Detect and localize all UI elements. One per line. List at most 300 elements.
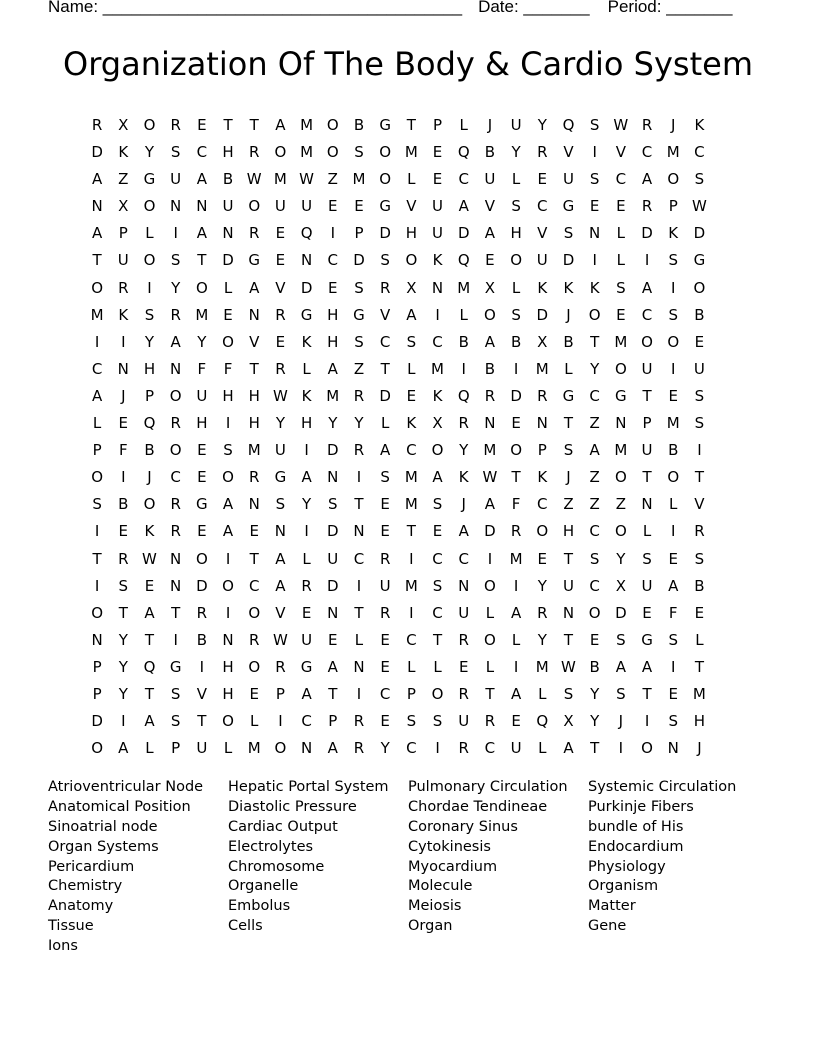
grid-letter[interactable]: A	[510, 603, 522, 622]
grid-letter[interactable]: P	[144, 386, 154, 405]
grid-letter[interactable]: L	[695, 630, 704, 649]
grid-letter[interactable]: S	[223, 441, 233, 460]
grid-letter[interactable]: M	[457, 278, 471, 297]
grid-letter[interactable]: E	[249, 684, 259, 703]
grid-letter[interactable]: B	[484, 143, 496, 162]
grid-letter[interactable]: I	[304, 441, 309, 460]
grid-letter[interactable]: U	[693, 359, 705, 378]
grid-letter[interactable]: O	[248, 197, 261, 216]
grid-letter[interactable]: I	[304, 522, 309, 541]
grid-letter[interactable]: B	[196, 630, 207, 649]
grid-letter[interactable]: Y	[511, 143, 521, 162]
grid-letter[interactable]: E	[275, 332, 286, 351]
grid-letter[interactable]: P	[92, 657, 102, 676]
grid-letter[interactable]: S	[170, 684, 181, 703]
grid-letter[interactable]: L	[511, 170, 521, 189]
grid-letter[interactable]: A	[275, 549, 286, 568]
grid-letter[interactable]: Y	[616, 549, 626, 568]
grid-letter[interactable]: R	[484, 712, 496, 731]
grid-letter[interactable]: T	[144, 630, 155, 649]
grid-letter[interactable]: K	[301, 386, 312, 405]
grid-letter[interactable]: P	[171, 739, 181, 758]
grid-letter[interactable]: M	[404, 468, 418, 487]
grid-letter[interactable]: K	[118, 305, 129, 324]
grid-letter[interactable]: E	[432, 170, 443, 189]
grid-letter[interactable]: T	[642, 684, 652, 703]
grid-letter[interactable]: V	[380, 305, 391, 324]
grid-letter[interactable]: S	[380, 251, 390, 270]
grid-letter[interactable]: E	[537, 170, 548, 189]
grid-letter[interactable]: I	[225, 414, 231, 433]
grid-letter[interactable]: S	[694, 170, 705, 189]
grid-letter[interactable]: E	[432, 522, 443, 541]
grid-letter[interactable]: L	[92, 414, 102, 433]
grid-letter[interactable]: C	[196, 143, 208, 162]
grid-letter[interactable]: Y	[537, 630, 547, 649]
grid-letter[interactable]: R	[353, 739, 365, 758]
grid-letter[interactable]: C	[248, 576, 260, 595]
grid-letter[interactable]: E	[328, 630, 338, 649]
grid-letter[interactable]: H	[327, 305, 339, 324]
grid-letter[interactable]: S	[563, 224, 574, 243]
grid-letter[interactable]: R	[458, 739, 469, 758]
grid-letter[interactable]: C	[353, 549, 365, 568]
grid-letter[interactable]: N	[484, 414, 496, 433]
grid-letter[interactable]: R	[275, 305, 286, 324]
grid-letter[interactable]: I	[592, 251, 597, 270]
grid-letter[interactable]: B	[510, 332, 522, 351]
grid-letter[interactable]: X	[537, 332, 548, 351]
grid-letter[interactable]: E	[694, 332, 705, 351]
grid-letter[interactable]: T	[92, 549, 102, 568]
grid-letter[interactable]: R	[458, 684, 469, 703]
grid-letter[interactable]: N	[170, 197, 182, 216]
grid-letter[interactable]: A	[196, 170, 207, 189]
grid-letter[interactable]: O	[274, 739, 287, 758]
grid-letter[interactable]: Z	[589, 495, 600, 514]
grid-letter[interactable]: C	[432, 603, 443, 622]
grid-letter[interactable]: K	[406, 414, 417, 433]
grid-letter[interactable]: O	[484, 630, 496, 649]
grid-letter[interactable]: N	[117, 359, 129, 378]
grid-letter[interactable]: H	[327, 332, 339, 351]
grid-letter[interactable]: I	[435, 305, 440, 324]
grid-letter[interactable]: J	[461, 495, 466, 514]
grid-letter[interactable]: K	[563, 278, 574, 297]
grid-letter[interactable]: H	[300, 414, 313, 433]
grid-letter[interactable]: J	[487, 116, 493, 134]
grid-letter[interactable]: S	[354, 332, 364, 351]
grid-letter[interactable]: G	[379, 197, 391, 216]
grid-letter[interactable]: E	[589, 197, 600, 216]
grid-letter[interactable]: M	[692, 684, 706, 703]
grid-letter[interactable]: K	[458, 468, 469, 487]
grid-letter[interactable]: O	[667, 332, 680, 351]
grid-letter[interactable]: E	[197, 441, 207, 460]
grid-letter[interactable]: G	[615, 386, 627, 405]
grid-letter[interactable]: N	[431, 278, 444, 297]
grid-letter[interactable]: G	[169, 657, 182, 676]
grid-letter[interactable]: S	[668, 251, 678, 270]
grid-letter[interactable]: E	[380, 522, 390, 541]
grid-letter[interactable]: W	[613, 116, 629, 134]
grid-letter[interactable]: E	[485, 251, 495, 270]
grid-letter[interactable]: S	[563, 441, 574, 460]
grid-letter[interactable]: T	[171, 603, 181, 622]
grid-letter[interactable]: O	[222, 332, 234, 351]
grid-letter[interactable]: E	[275, 224, 286, 243]
grid-letter[interactable]: B	[694, 576, 705, 595]
grid-letter[interactable]: P	[92, 684, 102, 703]
grid-letter[interactable]: V	[406, 197, 417, 216]
grid-letter[interactable]: T	[694, 468, 704, 487]
grid-letter[interactable]: O	[222, 576, 234, 595]
grid-letter[interactable]: R	[537, 603, 548, 622]
grid-letter[interactable]: J	[697, 739, 702, 758]
grid-letter[interactable]: N	[327, 603, 339, 622]
grid-letter[interactable]: I	[618, 739, 624, 758]
grid-letter[interactable]: S	[616, 630, 626, 649]
grid-letter[interactable]: I	[671, 359, 676, 378]
grid-letter[interactable]: U	[301, 197, 313, 216]
grid-letter[interactable]: O	[143, 116, 156, 134]
grid-letter[interactable]: E	[328, 278, 338, 297]
date-field[interactable]: Date: _______	[478, 0, 590, 16]
grid-letter[interactable]: L	[354, 630, 364, 649]
grid-letter[interactable]: F	[668, 603, 678, 622]
grid-letter[interactable]: U	[379, 576, 391, 595]
grid-letter[interactable]: T	[590, 332, 600, 351]
grid-letter[interactable]: V	[563, 143, 574, 162]
grid-letter[interactable]: R	[484, 386, 496, 405]
grid-letter[interactable]: Y	[197, 332, 207, 351]
grid-letter[interactable]: O	[614, 522, 627, 541]
grid-letter[interactable]: I	[487, 549, 493, 568]
grid-letter[interactable]: Z	[563, 495, 574, 514]
grid-letter[interactable]: X	[563, 712, 574, 731]
grid-letter[interactable]: S	[668, 305, 678, 324]
grid-letter[interactable]: C	[406, 739, 417, 758]
grid-letter[interactable]: L	[302, 359, 311, 378]
grid-letter[interactable]: A	[458, 522, 469, 541]
grid-letter[interactable]: U	[458, 603, 470, 622]
grid-letter[interactable]: C	[641, 305, 653, 324]
grid-letter[interactable]: E	[511, 712, 521, 731]
grid-letter[interactable]: S	[511, 305, 521, 324]
grid-letter[interactable]: O	[195, 278, 208, 297]
grid-letter[interactable]: E	[616, 197, 626, 216]
grid-letter[interactable]: O	[431, 684, 444, 703]
grid-letter[interactable]: T	[563, 630, 574, 649]
grid-letter[interactable]: Q	[143, 414, 156, 433]
grid-letter[interactable]: D	[379, 386, 391, 405]
grid-letter[interactable]: P	[354, 224, 364, 243]
grid-letter[interactable]: I	[513, 359, 519, 378]
grid-letter[interactable]: M	[247, 441, 261, 460]
grid-letter[interactable]: M	[273, 170, 287, 189]
grid-letter[interactable]: E	[668, 386, 678, 405]
grid-letter[interactable]: N	[353, 657, 365, 676]
grid-letter[interactable]: X	[118, 197, 129, 216]
grid-letter[interactable]: S	[92, 495, 102, 514]
grid-letter[interactable]: J	[121, 386, 126, 405]
grid-letter[interactable]: A	[196, 224, 207, 243]
grid-letter[interactable]: A	[275, 116, 286, 134]
grid-letter[interactable]: F	[511, 495, 521, 514]
grid-letter[interactable]: N	[196, 197, 208, 216]
grid-letter[interactable]: Y	[275, 414, 285, 433]
grid-letter[interactable]: A	[406, 305, 417, 324]
grid-letter[interactable]: N	[222, 630, 234, 649]
grid-letter[interactable]: N	[170, 576, 182, 595]
grid-letter[interactable]: R	[118, 549, 129, 568]
grid-letter[interactable]: N	[222, 224, 234, 243]
grid-letter[interactable]: S	[380, 468, 390, 487]
grid-letter[interactable]: K	[589, 278, 600, 297]
grid-letter[interactable]: Y	[118, 630, 128, 649]
grid-letter[interactable]: T	[694, 657, 704, 676]
grid-letter[interactable]: I	[697, 441, 702, 460]
grid-letter[interactable]: P	[433, 116, 443, 134]
grid-letter[interactable]: S	[616, 684, 626, 703]
grid-letter[interactable]: R	[379, 603, 391, 622]
grid-letter[interactable]: A	[91, 386, 103, 405]
grid-letter[interactable]: T	[249, 549, 259, 568]
grid-letter[interactable]: O	[143, 495, 156, 514]
grid-letter[interactable]: R	[196, 603, 208, 622]
grid-letter[interactable]: U	[536, 251, 548, 270]
grid-letter[interactable]: L	[485, 657, 495, 676]
grid-letter[interactable]: Z	[615, 495, 626, 514]
grid-letter[interactable]: O	[405, 251, 418, 270]
grid-letter[interactable]: N	[91, 630, 103, 649]
grid-letter[interactable]: T	[511, 468, 521, 487]
grid-letter[interactable]: D	[510, 386, 522, 405]
grid-letter[interactable]: M	[352, 170, 366, 189]
grid-letter[interactable]: S	[589, 116, 600, 134]
grid-letter[interactable]: Q	[457, 386, 470, 405]
grid-letter[interactable]: E	[118, 522, 129, 541]
name-field[interactable]: Name: ______________________________________	[48, 0, 463, 16]
grid-letter[interactable]: I	[356, 576, 362, 595]
grid-letter[interactable]: W	[246, 170, 262, 189]
grid-letter[interactable]: S	[406, 332, 417, 351]
grid-letter[interactable]: G	[562, 386, 575, 405]
grid-letter[interactable]: R	[458, 414, 469, 433]
grid-letter[interactable]: R	[353, 386, 365, 405]
grid-letter[interactable]: T	[144, 684, 155, 703]
grid-letter[interactable]: I	[513, 576, 519, 595]
grid-letter[interactable]: B	[144, 441, 155, 460]
grid-letter[interactable]: M	[300, 143, 314, 162]
grid-letter[interactable]: M	[614, 332, 628, 351]
grid-letter[interactable]: J	[147, 468, 152, 487]
grid-letter[interactable]: I	[461, 359, 466, 378]
grid-letter[interactable]: T	[642, 386, 652, 405]
grid-letter[interactable]: R	[170, 495, 181, 514]
grid-letter[interactable]: Z	[589, 468, 600, 487]
grid-letter[interactable]: R	[353, 441, 365, 460]
grid-letter[interactable]: V	[249, 332, 260, 351]
grid-letter[interactable]: O	[91, 468, 103, 487]
grid-letter[interactable]: H	[248, 386, 260, 405]
grid-letter[interactable]: O	[588, 603, 601, 622]
grid-letter[interactable]: E	[328, 197, 338, 216]
grid-letter[interactable]: O	[222, 712, 234, 731]
grid-letter[interactable]: Q	[457, 143, 470, 162]
grid-letter[interactable]: Q	[143, 657, 156, 676]
grid-letter[interactable]: M	[247, 739, 261, 758]
grid-letter[interactable]: W	[561, 657, 576, 676]
grid-letter[interactable]: C	[641, 143, 653, 162]
grid-letter[interactable]: O	[536, 522, 549, 541]
grid-letter[interactable]: Y	[144, 143, 155, 162]
grid-letter[interactable]: L	[642, 522, 652, 541]
grid-letter[interactable]: W	[272, 630, 288, 649]
grid-letter[interactable]: D	[353, 251, 365, 270]
grid-letter[interactable]: E	[406, 386, 417, 405]
grid-letter[interactable]: H	[143, 359, 156, 378]
grid-letter[interactable]: N	[615, 414, 627, 433]
grid-letter[interactable]: A	[484, 224, 496, 243]
grid-letter[interactable]: U	[274, 197, 286, 216]
grid-letter[interactable]: T	[197, 712, 207, 731]
grid-letter[interactable]: M	[614, 441, 628, 460]
grid-letter[interactable]: Y	[328, 414, 338, 433]
grid-letter[interactable]: I	[409, 549, 414, 568]
grid-letter[interactable]: S	[170, 712, 181, 731]
grid-letter[interactable]: T	[328, 684, 338, 703]
grid-letter[interactable]: B	[222, 170, 234, 189]
grid-letter[interactable]: I	[173, 630, 178, 649]
grid-letter[interactable]: R	[379, 278, 391, 297]
grid-letter[interactable]: O	[222, 468, 234, 487]
grid-letter[interactable]: U	[641, 576, 653, 595]
grid-letter[interactable]: H	[222, 684, 234, 703]
grid-letter[interactable]: O	[274, 143, 287, 162]
grid-letter[interactable]: C	[379, 332, 391, 351]
grid-letter[interactable]: A	[641, 278, 653, 297]
grid-letter[interactable]: D	[615, 603, 627, 622]
grid-letter[interactable]: U	[117, 251, 129, 270]
grid-letter[interactable]: M	[90, 305, 104, 324]
grid-letter[interactable]: A	[301, 468, 312, 487]
grid-letter[interactable]: R	[379, 549, 391, 568]
grid-letter[interactable]: V	[196, 684, 207, 703]
grid-letter[interactable]: T	[563, 549, 574, 568]
grid-letter[interactable]: C	[432, 332, 443, 351]
grid-letter[interactable]: R	[301, 576, 312, 595]
grid-letter[interactable]: I	[94, 522, 100, 541]
grid-letter[interactable]: O	[91, 739, 103, 758]
grid-letter[interactable]: D	[91, 143, 103, 162]
grid-letter[interactable]: S	[668, 630, 678, 649]
grid-letter[interactable]: O	[248, 657, 261, 676]
grid-letter[interactable]: I	[121, 712, 126, 731]
grid-letter[interactable]: L	[669, 495, 678, 514]
grid-letter[interactable]: I	[644, 251, 650, 270]
grid-letter[interactable]: S	[432, 576, 443, 595]
grid-letter[interactable]: T	[485, 684, 495, 703]
grid-letter[interactable]: I	[671, 522, 676, 541]
grid-letter[interactable]: A	[170, 332, 181, 351]
grid-letter[interactable]: T	[118, 603, 128, 622]
grid-letter[interactable]: S	[694, 414, 705, 433]
grid-letter[interactable]: C	[694, 143, 705, 162]
grid-letter[interactable]: T	[380, 359, 390, 378]
grid-letter[interactable]: E	[197, 468, 207, 487]
grid-letter[interactable]: K	[301, 332, 312, 351]
grid-letter[interactable]: D	[327, 441, 339, 460]
grid-letter[interactable]: D	[222, 251, 234, 270]
grid-letter[interactable]: I	[121, 468, 126, 487]
grid-letter[interactable]: Y	[171, 278, 181, 297]
grid-letter[interactable]: G	[300, 305, 313, 324]
grid-letter[interactable]: Q	[536, 712, 549, 731]
grid-letter[interactable]: A	[641, 170, 653, 189]
grid-letter[interactable]: D	[536, 305, 549, 324]
grid-letter[interactable]: G	[693, 251, 706, 270]
grid-letter[interactable]: X	[118, 116, 129, 134]
grid-letter[interactable]: J	[566, 468, 571, 487]
grid-letter[interactable]: N	[562, 603, 575, 622]
grid-letter[interactable]: A	[668, 576, 679, 595]
grid-letter[interactable]: V	[484, 197, 496, 216]
grid-letter[interactable]: M	[404, 576, 418, 595]
grid-letter[interactable]: C	[537, 495, 548, 514]
grid-letter[interactable]: A	[275, 576, 286, 595]
grid-letter[interactable]: N	[248, 305, 260, 324]
grid-letter[interactable]: S	[668, 712, 678, 731]
grid-letter[interactable]: S	[642, 549, 652, 568]
grid-letter[interactable]: Y	[590, 712, 600, 731]
grid-letter[interactable]: T	[354, 495, 364, 514]
grid-letter[interactable]: E	[380, 495, 390, 514]
grid-letter[interactable]: D	[379, 224, 391, 243]
grid-letter[interactable]: S	[432, 495, 443, 514]
grid-letter[interactable]: B	[668, 441, 679, 460]
grid-letter[interactable]: N	[458, 576, 470, 595]
grid-letter[interactable]: U	[484, 170, 496, 189]
grid-letter[interactable]: L	[616, 224, 626, 243]
grid-letter[interactable]: A	[563, 739, 574, 758]
grid-letter[interactable]: Y	[354, 414, 364, 433]
grid-letter[interactable]: A	[641, 657, 653, 676]
grid-letter[interactable]: L	[223, 278, 233, 297]
grid-letter[interactable]: P	[328, 712, 338, 731]
grid-letter[interactable]: I	[409, 603, 414, 622]
grid-letter[interactable]: T	[249, 359, 259, 378]
grid-letter[interactable]: S	[511, 197, 521, 216]
grid-letter[interactable]: E	[537, 549, 548, 568]
grid-letter[interactable]: I	[173, 224, 178, 243]
grid-letter[interactable]: L	[380, 414, 390, 433]
grid-letter[interactable]: O	[91, 603, 103, 622]
grid-letter[interactable]: L	[302, 549, 311, 568]
grid-letter[interactable]: I	[356, 684, 362, 703]
grid-letter[interactable]: T	[249, 116, 259, 134]
grid-letter[interactable]: O	[326, 143, 339, 162]
grid-letter[interactable]: Y	[144, 332, 155, 351]
grid-letter[interactable]: Y	[118, 657, 128, 676]
grid-letter[interactable]: B	[563, 332, 574, 351]
grid-letter[interactable]: R	[641, 197, 653, 216]
grid-letter[interactable]: H	[405, 224, 417, 243]
grid-letter[interactable]: B	[353, 116, 365, 134]
grid-letter[interactable]: R	[249, 630, 260, 649]
grid-letter[interactable]: T	[92, 251, 102, 270]
grid-letter[interactable]: H	[222, 143, 234, 162]
